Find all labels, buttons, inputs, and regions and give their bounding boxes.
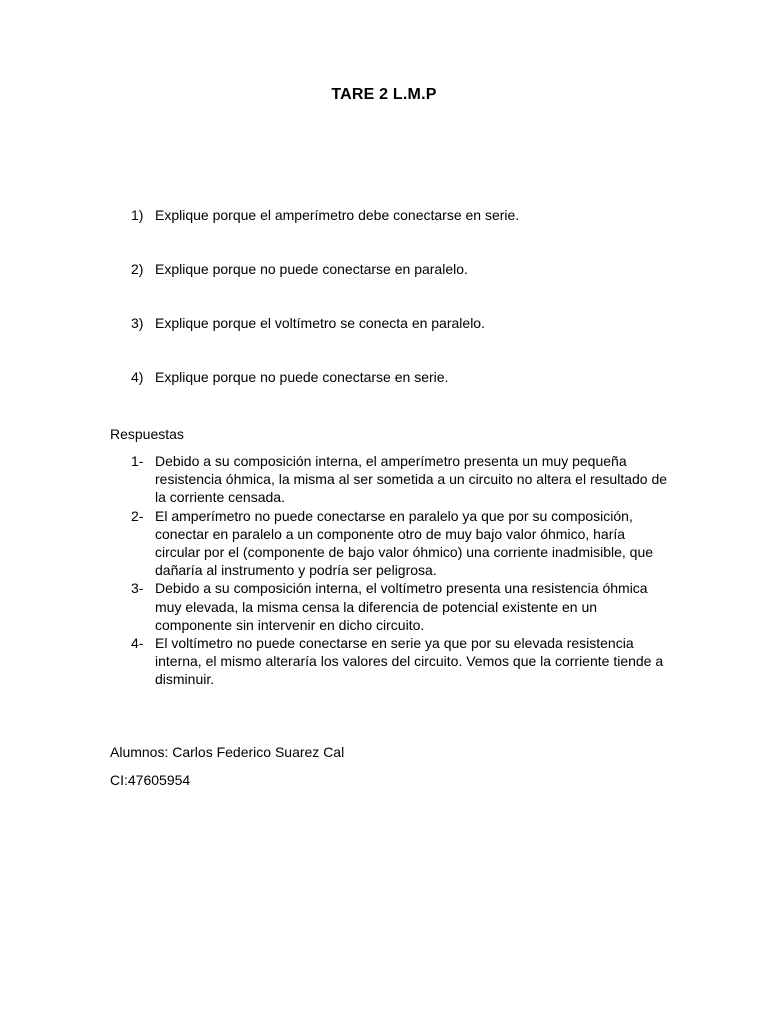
answer-item (131, 579, 671, 634)
question-number: 3) (131, 315, 144, 331)
answers-heading: Respuestas (110, 426, 184, 442)
question-item (131, 260, 468, 278)
answer-text: Debido a su composición interna, el voltímetro presenta una resistencia óhmica muy elevada, la misma censa la diferencia de potencial existente en un componente sin intervenir en dicho circuito. (155, 580, 648, 633)
question-text: Explique porque el amperímetro debe conectarse en serie. (155, 207, 520, 223)
answer-number: 4- (131, 635, 144, 652)
page-title: TARE 2 L.M.P (331, 86, 437, 103)
answers-list (131, 452, 671, 689)
question-text: Explique porque el voltímetro se conecta en paralelo. (155, 315, 485, 331)
answer-number: 1- (131, 453, 144, 469)
question-number: 4) (131, 369, 144, 385)
answer-item (131, 634, 671, 689)
question-text: Explique porque no puede conectarse en serie. (155, 369, 449, 385)
question-item (131, 314, 485, 332)
question-text: Explique porque no puede conectarse en paralelo. (155, 261, 468, 277)
question-number: 1) (131, 207, 144, 223)
question-number: 2) (131, 261, 144, 277)
answer-text: El amperímetro no puede conectarse en paralelo ya que por su composición, conectar en paralelo a un componente otro de muy bajo valor óhmico, haría circular por el (componente de bajo valor óhmico) una corriente inadmisible, que dañaría al instrumento y podría ser peligrosa. (155, 507, 654, 579)
answer-number: 2- (131, 507, 144, 524)
answer-text: Debido a su composición interna, el amperímetro presenta un muy pequeña resistencia óhmica, la misma al ser sometida a un circuito no altera el resultado de la corriente censada. (155, 453, 668, 506)
answer-number: 3- (131, 580, 144, 597)
answer-item (131, 507, 671, 580)
answer-text: El voltímetro no puede conectarse en serie ya que por su elevada resistencia interna, el mismo alteraría los valores del circuito. Vemos que la corriente tiende a disminuir. (155, 635, 664, 688)
author-line: Alumnos: Carlos Federico Suarez Cal (110, 744, 345, 760)
ci-line: CI:47605954 (110, 772, 191, 788)
question-item (131, 206, 519, 224)
question-item (131, 368, 448, 386)
answer-item (131, 452, 671, 507)
